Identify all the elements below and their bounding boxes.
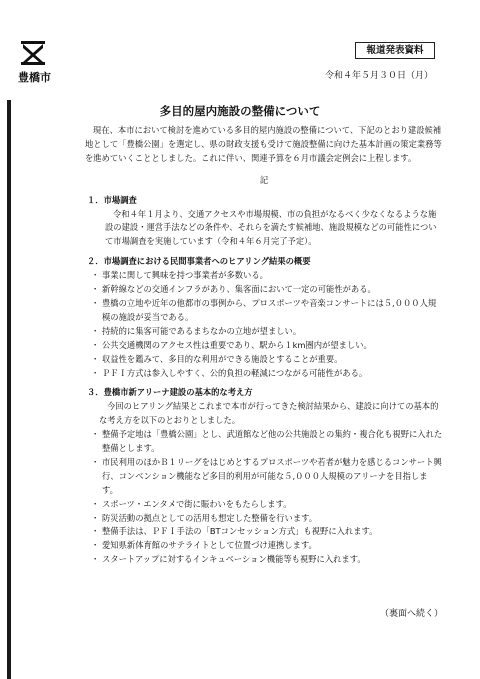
section-hearing-results — [85, 255, 443, 380]
city-logo — [18, 40, 51, 85]
release-date: 令和４年５月３０日（月） — [324, 71, 433, 81]
ki-heading: 記 — [259, 174, 269, 185]
list-item: ・ 整備手法は、ＰＦＩ手法の「BTコンセッション方式」も視野に入れます。 — [93, 525, 443, 539]
section-arena-concept — [85, 386, 443, 567]
press-release-badge: 報道発表資料 — [355, 42, 435, 59]
section-market-survey — [85, 194, 443, 250]
intro-paragraph: 現在、本市において検討を進めている多目的屋内施設の整備について、下記のとおり建設候補地として「豊橋公園」を選定し、県の財政支援も受けて施設整備に向けた基本計画の策定業務等を進めていくこととしました。これに伴い、関連予算を６月市議会定例会に上程します。 — [85, 125, 442, 163]
list-item: ・ 市民利用のほかＢ１リーグをはじめとするプロスポーツや若者が魅力を感じるコンサート興行、コンベンション機能など多目的利用が可能な５,０００人規模のアリーナを目指します。 — [93, 456, 443, 498]
list-item: ・ 整備予定地は「豊橋公園」とし、武道館など他の公共施設との集約・複合化も視野に入れた整備とします。 — [93, 428, 443, 456]
list-item: ・ 持続的に集客可能であるまちなかの立地が望ましい。 — [93, 325, 443, 339]
list-item: ・ ＰＦＩ方式は参入しやすく、公的負担の軽減につながる可能性がある。 — [93, 367, 443, 381]
section-title: １．市場調査 — [87, 194, 137, 205]
document-body — [85, 124, 443, 567]
continued-note: （裏面へ続く） — [380, 609, 444, 619]
list-item: ・ 収益性を鑑みて、多目的な利用ができる施設とすることが重要。 — [93, 353, 443, 367]
list-item: ・ スタートアップに対するインキュベーション機能等も視野に入れます。 — [93, 553, 443, 567]
bullet-list — [85, 269, 443, 380]
section-title: ２．市場調査における民間事業者へのヒアリング結果の概要 — [87, 256, 311, 267]
list-item: ・ 愛知県新体育館のサテライトとして位置づけ連携します。 — [93, 539, 443, 553]
section-body: 令和４年１月より、交通アクセスや市場規模、市の負担がなるべく少なくなるような施設の建設・運営手法などの条件や、それらを満たす候補地、施設規模などの可能性について市場調査を実施しています（令和４年６月完了予定）。 — [105, 208, 437, 247]
section-lead: 今回のヒアリング結果とこれまで本市が行ってきた検討結果から、建設に向けての基本的な考え方を以下のとおりとしました。 — [99, 401, 439, 426]
bullet-list — [85, 428, 443, 567]
binding-spine-bar — [7, 100, 11, 679]
toyohashi-city-emblem-icon — [20, 40, 46, 66]
list-item: ・ 豊橋の立地や近年の他都市の事例から、プロスポーツや音楽コンサートには５,０００人規模の施設が妥当である。 — [93, 297, 443, 325]
list-item: ・ スポーツ・エンタメで街に賑わいをもたらします。 — [93, 498, 443, 512]
list-item: ・ 公共交通機関のアクセス性は重要であり、駅から１km圏内が望ましい。 — [93, 339, 443, 353]
city-name: 豊橋市 — [18, 71, 51, 84]
document-title: 多目的屋内施設の整備について — [159, 104, 321, 118]
section-title: ３．豊橋市新アリーナ建設の基本的な考え方 — [87, 387, 253, 398]
list-item: ・ 事業に関して興味を持つ事業者が多数いる。 — [93, 269, 443, 283]
list-item: ・ 防災活動の拠点としての活用も想定した整備を行います。 — [93, 512, 443, 526]
list-item: ・ 新幹線などの交通インフラがあり、集客面において一定の可能性がある。 — [93, 283, 443, 297]
